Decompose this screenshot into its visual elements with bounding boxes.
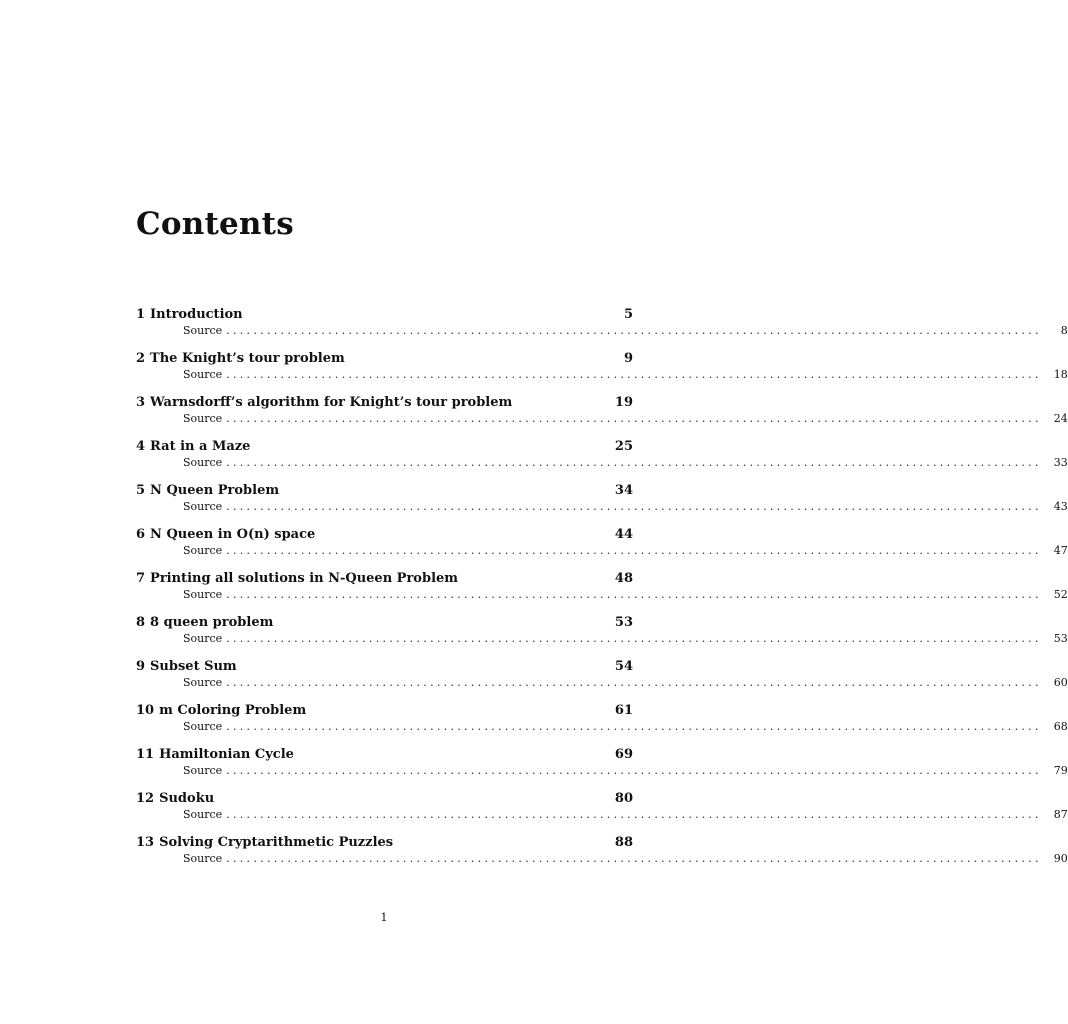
- chapter-title: Rat in a Maze: [150, 439, 251, 454]
- chapter-page: 54: [614, 659, 633, 674]
- section-page: 60: [1053, 676, 1068, 689]
- chapter-link[interactable]: [136, 746, 633, 763]
- toc-chapter-3: [136, 394, 1068, 438]
- chapter-page: 9: [623, 351, 633, 366]
- chapter-number: 4: [136, 439, 146, 454]
- dot-leaders: ........................................................................................................................: [226, 368, 1042, 381]
- section-label: Source: [183, 456, 223, 469]
- chapter-title: Subset Sum: [150, 659, 237, 674]
- chapter-page: 48: [614, 571, 633, 586]
- toc-chapter-4: [136, 438, 1068, 482]
- dot-leaders: ........................................................................................................................: [226, 500, 1042, 513]
- chapter-number: 13: [136, 835, 155, 850]
- dot-leaders: ........................................................................................................................: [226, 544, 1042, 557]
- dot-leaders: ........................................................................................................................: [226, 676, 1042, 689]
- table-of-contents: [136, 306, 1068, 878]
- chapter-page: 25: [614, 439, 633, 454]
- chapter-link[interactable]: [136, 306, 633, 323]
- dot-leaders: ........................................................................................................................: [226, 324, 1042, 337]
- toc-chapter-12: [136, 790, 1068, 834]
- chapter-number: 2: [136, 351, 146, 366]
- section-page: 8: [1060, 324, 1068, 337]
- section-link[interactable]: [136, 587, 1068, 602]
- section-label: Source: [183, 764, 223, 777]
- chapter-page: 80: [614, 791, 633, 806]
- dot-leaders: ........................................................................................................................: [226, 588, 1042, 601]
- chapter-link[interactable]: [136, 570, 633, 587]
- section-page: 52: [1053, 588, 1068, 601]
- section-link[interactable]: [136, 455, 1068, 470]
- chapter-number: 11: [136, 747, 155, 762]
- chapter-link[interactable]: [136, 350, 633, 367]
- chapter-page: 34: [614, 483, 633, 498]
- chapter-number: 5: [136, 483, 146, 498]
- chapter-link[interactable]: [136, 438, 633, 455]
- page-title: Contents: [136, 206, 294, 242]
- toc-chapter-5: [136, 482, 1068, 526]
- toc-chapter-13: [136, 834, 1068, 878]
- chapter-number: 9: [136, 659, 146, 674]
- section-link[interactable]: [136, 323, 1068, 338]
- section-label: Source: [183, 588, 223, 601]
- chapter-link[interactable]: [136, 658, 633, 675]
- chapter-number: 8: [136, 615, 146, 630]
- section-page: 43: [1053, 500, 1068, 513]
- chapter-number: 12: [136, 791, 155, 806]
- section-page: 53: [1053, 632, 1068, 645]
- toc-chapter-10: [136, 702, 1068, 746]
- section-page: 90: [1053, 852, 1068, 865]
- chapter-page: 69: [614, 747, 633, 762]
- chapter-title: m Coloring Problem: [159, 703, 307, 718]
- chapter-page: 61: [614, 703, 633, 718]
- section-page: 24: [1053, 412, 1068, 425]
- section-label: Source: [183, 808, 223, 821]
- section-label: Source: [183, 368, 223, 381]
- section-label: Source: [183, 324, 223, 337]
- chapter-title: Hamiltonian Cycle: [159, 747, 294, 762]
- section-page: 87: [1053, 808, 1068, 821]
- toc-chapter-11: [136, 746, 1068, 790]
- section-link[interactable]: [136, 367, 1068, 382]
- chapter-title: Solving Cryptarithmetic Puzzles: [159, 835, 394, 850]
- section-link[interactable]: [136, 411, 1068, 426]
- chapter-number: 3: [136, 395, 146, 410]
- chapter-page: 88: [614, 835, 633, 850]
- dot-leaders: ........................................................................................................................: [226, 852, 1042, 865]
- dot-leaders: ........................................................................................................................: [226, 764, 1042, 777]
- chapter-page: 5: [623, 307, 633, 322]
- section-page: 68: [1053, 720, 1068, 733]
- dot-leaders: ........................................................................................................................: [226, 412, 1042, 425]
- dot-leaders: ........................................................................................................................: [226, 456, 1042, 469]
- chapter-page: 44: [614, 527, 633, 542]
- section-link[interactable]: [136, 719, 1068, 734]
- toc-chapter-8: [136, 614, 1068, 658]
- chapter-title: N Queen Problem: [150, 483, 280, 498]
- chapter-link[interactable]: [136, 614, 633, 631]
- section-label: Source: [183, 412, 223, 425]
- toc-chapter-2: [136, 350, 1068, 394]
- section-label: Source: [183, 676, 223, 689]
- section-link[interactable]: [136, 851, 1068, 866]
- section-link[interactable]: [136, 543, 1068, 558]
- chapter-title: 8 queen problem: [150, 615, 274, 630]
- chapter-title: N Queen in O(n) space: [150, 527, 316, 542]
- section-label: Source: [183, 852, 223, 865]
- chapter-link[interactable]: [136, 702, 633, 719]
- page-number: 1: [380, 911, 388, 924]
- section-link[interactable]: [136, 763, 1068, 778]
- dot-leaders: ........................................................................................................................: [226, 632, 1042, 645]
- chapter-link[interactable]: [136, 834, 633, 851]
- toc-chapter-7: [136, 570, 1068, 614]
- section-label: Source: [183, 500, 223, 513]
- chapter-number: 1: [136, 307, 146, 322]
- chapter-title: Introduction: [150, 307, 243, 322]
- chapter-number: 10: [136, 703, 155, 718]
- section-link[interactable]: [136, 675, 1068, 690]
- toc-chapter-1: [136, 306, 1068, 350]
- section-page: 18: [1053, 368, 1068, 381]
- chapter-link[interactable]: [136, 394, 633, 411]
- section-page: 33: [1053, 456, 1068, 469]
- section-link[interactable]: [136, 631, 1068, 646]
- chapter-link[interactable]: [136, 482, 633, 499]
- chapter-page: 19: [614, 395, 633, 410]
- dot-leaders: ........................................................................................................................: [226, 808, 1042, 821]
- chapter-number: 7: [136, 571, 146, 586]
- toc-chapter-6: [136, 526, 1068, 570]
- section-link[interactable]: [136, 499, 1068, 514]
- chapter-title: Sudoku: [159, 791, 215, 806]
- chapter-title: Warnsdorff’s algorithm for Knight’s tour problem: [150, 395, 513, 410]
- chapter-title: The Knight’s tour problem: [150, 351, 345, 366]
- section-label: Source: [183, 544, 223, 557]
- section-link[interactable]: [136, 807, 1068, 822]
- chapter-number: 6: [136, 527, 146, 542]
- section-page: 47: [1053, 544, 1068, 557]
- dot-leaders: ........................................................................................................................: [226, 720, 1042, 733]
- chapter-link[interactable]: [136, 526, 633, 543]
- section-label: Source: [183, 720, 223, 733]
- section-page: 79: [1053, 764, 1068, 777]
- chapter-link[interactable]: [136, 790, 633, 807]
- toc-chapter-9: [136, 658, 1068, 702]
- section-label: Source: [183, 632, 223, 645]
- chapter-page: 53: [614, 615, 633, 630]
- chapter-title: Printing all solutions in N-Queen Problem: [150, 571, 459, 586]
